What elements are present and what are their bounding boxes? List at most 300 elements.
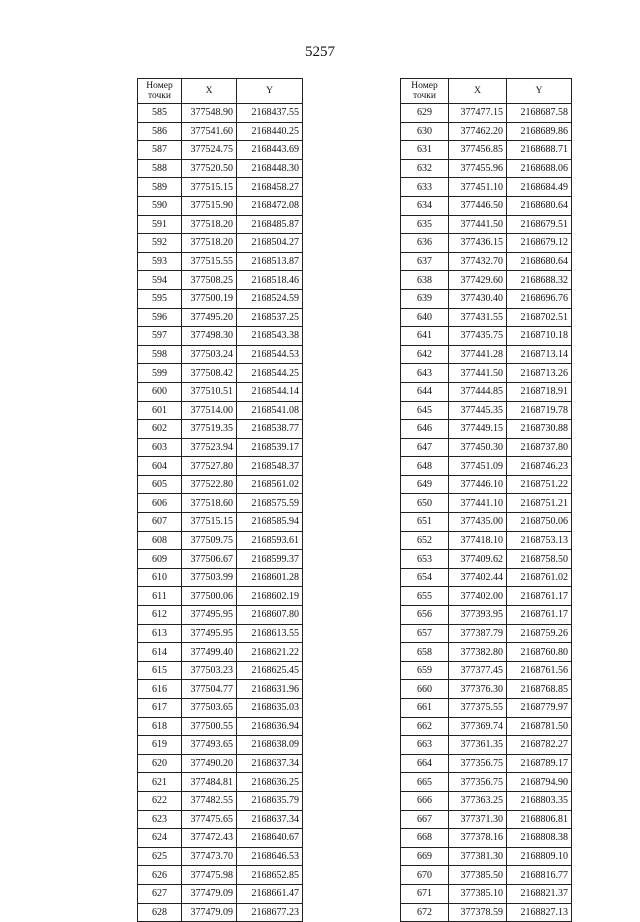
table-row (401, 252, 572, 271)
table-row (401, 680, 572, 699)
cell-x: 377449.15 (449, 420, 507, 439)
cell-point-number: 587 (138, 141, 182, 160)
cell-y: 2168680.64 (507, 252, 572, 271)
cell-x: 377382.80 (449, 643, 507, 662)
cell-point-number: 615 (138, 661, 182, 680)
cell-y: 2168753.13 (507, 531, 572, 550)
header-x: X (449, 79, 507, 104)
table-row (138, 550, 303, 569)
cell-point-number: 607 (138, 513, 182, 532)
table-row (138, 141, 303, 160)
table-row (138, 382, 303, 401)
cell-y: 2168679.12 (507, 234, 572, 253)
cell-point-number: 623 (138, 810, 182, 829)
cell-y: 2168607.80 (237, 606, 303, 625)
cell-point-number: 609 (138, 550, 182, 569)
table-row (401, 847, 572, 866)
cell-point-number: 592 (138, 234, 182, 253)
cell-y: 2168537.25 (237, 308, 303, 327)
cell-y: 2168544.14 (237, 382, 303, 401)
table-row (401, 382, 572, 401)
cell-y: 2168684.49 (507, 178, 572, 197)
cell-y: 2168761.56 (507, 661, 572, 680)
table-row (138, 308, 303, 327)
cell-x: 377445.35 (449, 401, 507, 420)
cell-x: 377548.90 (182, 104, 237, 123)
cell-x: 377378.59 (449, 903, 507, 922)
table-row (138, 234, 303, 253)
cell-point-number: 614 (138, 643, 182, 662)
cell-x: 377479.09 (182, 903, 237, 922)
cell-x: 377524.75 (182, 141, 237, 160)
cell-y: 2168761.17 (507, 587, 572, 606)
table-row (138, 754, 303, 773)
cell-x: 377477.15 (449, 104, 507, 123)
table-row (401, 475, 572, 494)
cell-point-number: 597 (138, 327, 182, 346)
cell-y: 2168458.27 (237, 178, 303, 197)
cell-y: 2168541.08 (237, 401, 303, 420)
cell-x: 377451.10 (449, 178, 507, 197)
cell-point-number: 613 (138, 624, 182, 643)
cell-y: 2168544.25 (237, 364, 303, 383)
cell-y: 2168827.13 (507, 903, 572, 922)
cell-y: 2168808.38 (507, 829, 572, 848)
cell-x: 377435.00 (449, 513, 507, 532)
table-row (138, 494, 303, 513)
header-y: Y (507, 79, 572, 104)
cell-x: 377495.20 (182, 308, 237, 327)
table-row (138, 847, 303, 866)
cell-y: 2168781.50 (507, 717, 572, 736)
cell-x: 377429.60 (449, 271, 507, 290)
cell-point-number: 647 (401, 438, 449, 457)
cell-x: 377503.99 (182, 568, 237, 587)
cell-point-number: 670 (401, 866, 449, 885)
cell-y: 2168758.50 (507, 550, 572, 569)
table-row (401, 345, 572, 364)
cell-x: 377523.94 (182, 438, 237, 457)
table-row (401, 661, 572, 680)
cell-y: 2168637.34 (237, 810, 303, 829)
table-row (138, 661, 303, 680)
cell-x: 377441.10 (449, 494, 507, 513)
table-row (138, 252, 303, 271)
table-row (401, 829, 572, 848)
cell-point-number: 633 (401, 178, 449, 197)
cell-point-number: 672 (401, 903, 449, 922)
cell-y: 2168719.78 (507, 401, 572, 420)
cell-point-number: 622 (138, 791, 182, 810)
cell-point-number: 625 (138, 847, 182, 866)
cell-point-number: 610 (138, 568, 182, 587)
cell-point-number: 590 (138, 196, 182, 215)
cell-point-number: 606 (138, 494, 182, 513)
cell-point-number: 637 (401, 252, 449, 271)
cell-point-number: 653 (401, 550, 449, 569)
cell-point-number: 655 (401, 587, 449, 606)
table-row (138, 159, 303, 178)
cell-x: 377436.15 (449, 234, 507, 253)
cell-point-number: 631 (401, 141, 449, 160)
table-row (401, 141, 572, 160)
cell-x: 377473.70 (182, 847, 237, 866)
table-row (401, 327, 572, 346)
table-row (138, 810, 303, 829)
table-row (401, 420, 572, 439)
table-row (401, 773, 572, 792)
table-row (138, 773, 303, 792)
table-row (138, 364, 303, 383)
cell-point-number: 669 (401, 847, 449, 866)
table-row (401, 364, 572, 383)
cell-x: 377409.62 (449, 550, 507, 569)
cell-x: 377509.75 (182, 531, 237, 550)
cell-point-number: 666 (401, 791, 449, 810)
cell-y: 2168636.25 (237, 773, 303, 792)
cell-y: 2168779.97 (507, 699, 572, 718)
cell-y: 2168730.88 (507, 420, 572, 439)
cell-x: 377515.55 (182, 252, 237, 271)
cell-point-number: 663 (401, 736, 449, 755)
cell-y: 2168806.81 (507, 810, 572, 829)
cell-point-number: 619 (138, 736, 182, 755)
cell-x: 377498.30 (182, 327, 237, 346)
cell-x: 377484.81 (182, 773, 237, 792)
cell-point-number: 661 (401, 699, 449, 718)
cell-y: 2168713.26 (507, 364, 572, 383)
cell-point-number: 668 (401, 829, 449, 848)
cell-x: 377455.96 (449, 159, 507, 178)
cell-y: 2168625.45 (237, 661, 303, 680)
cell-x: 377435.75 (449, 327, 507, 346)
cell-x: 377503.23 (182, 661, 237, 680)
cell-x: 377514.00 (182, 401, 237, 420)
cell-x: 377519.35 (182, 420, 237, 439)
cell-point-number: 641 (401, 327, 449, 346)
cell-point-number: 662 (401, 717, 449, 736)
cell-y: 2168440.25 (237, 122, 303, 141)
cell-x: 377510.51 (182, 382, 237, 401)
cell-point-number: 632 (401, 159, 449, 178)
cell-y: 2168652.85 (237, 866, 303, 885)
cell-point-number: 657 (401, 624, 449, 643)
cell-y: 2168751.22 (507, 475, 572, 494)
cell-point-number: 634 (401, 196, 449, 215)
cell-y: 2168631.96 (237, 680, 303, 699)
cell-x: 377475.98 (182, 866, 237, 885)
cell-x: 377375.55 (449, 699, 507, 718)
table-row (138, 699, 303, 718)
cell-point-number: 665 (401, 773, 449, 792)
cell-x: 377402.44 (449, 568, 507, 587)
table-row (138, 104, 303, 123)
cell-x: 377500.19 (182, 289, 237, 308)
cell-y: 2168539.17 (237, 438, 303, 457)
cell-y: 2168688.06 (507, 159, 572, 178)
cell-point-number: 644 (401, 382, 449, 401)
cell-y: 2168661.47 (237, 884, 303, 903)
table-row (401, 736, 572, 755)
cell-y: 2168782.27 (507, 736, 572, 755)
table-row (138, 196, 303, 215)
table-row (138, 606, 303, 625)
cell-point-number: 620 (138, 754, 182, 773)
cell-y: 2168789.17 (507, 754, 572, 773)
cell-y: 2168761.17 (507, 606, 572, 625)
cell-point-number: 624 (138, 829, 182, 848)
header-point-number: Номер точки (138, 79, 182, 104)
cell-y: 2168504.27 (237, 234, 303, 253)
cell-point-number: 608 (138, 531, 182, 550)
cell-x: 377490.20 (182, 754, 237, 773)
cell-x: 377493.65 (182, 736, 237, 755)
table-row (138, 420, 303, 439)
header-y: Y (237, 79, 303, 104)
cell-point-number: 611 (138, 587, 182, 606)
cell-y: 2168602.19 (237, 587, 303, 606)
cell-y: 2168768.85 (507, 680, 572, 699)
cell-point-number: 591 (138, 215, 182, 234)
cell-y: 2168816.77 (507, 866, 572, 885)
cell-x: 377518.20 (182, 215, 237, 234)
cell-y: 2168794.90 (507, 773, 572, 792)
table-row (138, 122, 303, 141)
coordinates-table-left (137, 78, 303, 922)
table-row (401, 717, 572, 736)
cell-x: 377475.65 (182, 810, 237, 829)
cell-point-number: 628 (138, 903, 182, 922)
cell-y: 2168621.22 (237, 643, 303, 662)
cell-x: 377369.74 (449, 717, 507, 736)
cell-x: 377520.50 (182, 159, 237, 178)
cell-x: 377527.80 (182, 457, 237, 476)
cell-point-number: 594 (138, 271, 182, 290)
table-row (138, 289, 303, 308)
cell-x: 377456.85 (449, 141, 507, 160)
cell-y: 2168635.79 (237, 791, 303, 810)
cell-y: 2168544.53 (237, 345, 303, 364)
cell-y: 2168710.18 (507, 327, 572, 346)
table-row (401, 494, 572, 513)
cell-x: 377393.95 (449, 606, 507, 625)
cell-point-number: 586 (138, 122, 182, 141)
table-row (138, 829, 303, 848)
cell-y: 2168443.69 (237, 141, 303, 160)
cell-y: 2168599.37 (237, 550, 303, 569)
cell-point-number: 604 (138, 457, 182, 476)
cell-y: 2168635.03 (237, 699, 303, 718)
cell-point-number: 589 (138, 178, 182, 197)
cell-point-number: 645 (401, 401, 449, 420)
cell-point-number: 646 (401, 420, 449, 439)
table-row (401, 606, 572, 625)
table-row (138, 643, 303, 662)
cell-y: 2168677.23 (237, 903, 303, 922)
cell-x: 377444.85 (449, 382, 507, 401)
cell-point-number: 601 (138, 401, 182, 420)
table-row (138, 866, 303, 885)
cell-y: 2168803.35 (507, 791, 572, 810)
table-row (401, 289, 572, 308)
cell-x: 377376.30 (449, 680, 507, 699)
cell-x: 377446.10 (449, 475, 507, 494)
cell-y: 2168575.59 (237, 494, 303, 513)
table-row (138, 568, 303, 587)
table-row (138, 401, 303, 420)
table-row (401, 643, 572, 662)
cell-point-number: 658 (401, 643, 449, 662)
table-row (401, 531, 572, 550)
table-row (401, 457, 572, 476)
table-row (138, 513, 303, 532)
cell-x: 377541.60 (182, 122, 237, 141)
table-row (401, 401, 572, 420)
cell-y: 2168702.51 (507, 308, 572, 327)
cell-point-number: 598 (138, 345, 182, 364)
table-header-row (401, 79, 572, 104)
cell-point-number: 593 (138, 252, 182, 271)
table-row (401, 624, 572, 643)
cell-point-number: 627 (138, 884, 182, 903)
cell-x: 377451.09 (449, 457, 507, 476)
cell-point-number: 629 (401, 104, 449, 123)
cell-y: 2168593.61 (237, 531, 303, 550)
cell-point-number: 671 (401, 884, 449, 903)
cell-x: 377441.50 (449, 215, 507, 234)
cell-y: 2168636.94 (237, 717, 303, 736)
cell-y: 2168809.10 (507, 847, 572, 866)
cell-point-number: 636 (401, 234, 449, 253)
cell-x: 377472.43 (182, 829, 237, 848)
cell-y: 2168737.80 (507, 438, 572, 457)
cell-x: 377418.10 (449, 531, 507, 550)
cell-x: 377482.55 (182, 791, 237, 810)
cell-point-number: 599 (138, 364, 182, 383)
cell-x: 377462.20 (449, 122, 507, 141)
cell-x: 377518.20 (182, 234, 237, 253)
table-row (401, 587, 572, 606)
table-row (138, 457, 303, 476)
table-row (401, 196, 572, 215)
coordinates-table-right (400, 78, 572, 922)
cell-y: 2168759.26 (507, 624, 572, 643)
cell-y: 2168437.55 (237, 104, 303, 123)
table-row (401, 178, 572, 197)
table-row (138, 531, 303, 550)
cell-point-number: 654 (401, 568, 449, 587)
cell-x: 377515.90 (182, 196, 237, 215)
cell-y: 2168689.86 (507, 122, 572, 141)
cell-point-number: 638 (401, 271, 449, 290)
cell-x: 377441.28 (449, 345, 507, 364)
cell-point-number: 640 (401, 308, 449, 327)
cell-x: 377378.16 (449, 829, 507, 848)
cell-point-number: 656 (401, 606, 449, 625)
cell-point-number: 617 (138, 699, 182, 718)
cell-y: 2168760.80 (507, 643, 572, 662)
cell-point-number: 639 (401, 289, 449, 308)
table-row (401, 234, 572, 253)
cell-x: 377402.00 (449, 587, 507, 606)
table-row (401, 550, 572, 569)
cell-x: 377450.30 (449, 438, 507, 457)
cell-y: 2168750.06 (507, 513, 572, 532)
cell-x: 377508.42 (182, 364, 237, 383)
cell-y: 2168821.37 (507, 884, 572, 903)
table-row (138, 680, 303, 699)
cell-point-number: 626 (138, 866, 182, 885)
cell-y: 2168718.91 (507, 382, 572, 401)
cell-x: 377504.77 (182, 680, 237, 699)
cell-x: 377356.75 (449, 754, 507, 773)
cell-point-number: 642 (401, 345, 449, 364)
cell-y: 2168538.77 (237, 420, 303, 439)
cell-y: 2168524.59 (237, 289, 303, 308)
cell-point-number: 650 (401, 494, 449, 513)
cell-x: 377446.50 (449, 196, 507, 215)
cell-x: 377381.30 (449, 847, 507, 866)
cell-x: 377515.15 (182, 178, 237, 197)
cell-x: 377495.95 (182, 606, 237, 625)
table-row (138, 903, 303, 922)
table-row (401, 866, 572, 885)
cell-point-number: 596 (138, 308, 182, 327)
cell-x: 377361.35 (449, 736, 507, 755)
cell-y: 2168543.38 (237, 327, 303, 346)
cell-x: 377508.25 (182, 271, 237, 290)
cell-point-number: 616 (138, 680, 182, 699)
table-row (401, 791, 572, 810)
cell-point-number: 612 (138, 606, 182, 625)
cell-x: 377495.95 (182, 624, 237, 643)
table-row (401, 104, 572, 123)
cell-x: 377503.65 (182, 699, 237, 718)
table-row (138, 475, 303, 494)
table-header-row (138, 79, 303, 104)
cell-y: 2168688.71 (507, 141, 572, 160)
cell-y: 2168561.02 (237, 475, 303, 494)
table-row (138, 345, 303, 364)
cell-x: 377499.40 (182, 643, 237, 662)
cell-point-number: 602 (138, 420, 182, 439)
cell-point-number: 660 (401, 680, 449, 699)
table-row (138, 271, 303, 290)
cell-x: 377500.06 (182, 587, 237, 606)
table-row (401, 513, 572, 532)
table-row (401, 884, 572, 903)
page-number: 5257 (305, 44, 335, 60)
cell-y: 2168688.32 (507, 271, 572, 290)
cell-point-number: 651 (401, 513, 449, 532)
table-row (138, 438, 303, 457)
cell-point-number: 600 (138, 382, 182, 401)
header-point-number: Номер точки (401, 79, 449, 104)
cell-x: 377518.60 (182, 494, 237, 513)
cell-point-number: 659 (401, 661, 449, 680)
table-row (401, 903, 572, 922)
cell-y: 2168613.55 (237, 624, 303, 643)
cell-point-number: 635 (401, 215, 449, 234)
cell-y: 2168640.67 (237, 829, 303, 848)
cell-x: 377387.79 (449, 624, 507, 643)
cell-x: 377356.75 (449, 773, 507, 792)
cell-y: 2168448.30 (237, 159, 303, 178)
cell-y: 2168680.64 (507, 196, 572, 215)
cell-point-number: 588 (138, 159, 182, 178)
cell-y: 2168548.37 (237, 457, 303, 476)
cell-point-number: 664 (401, 754, 449, 773)
